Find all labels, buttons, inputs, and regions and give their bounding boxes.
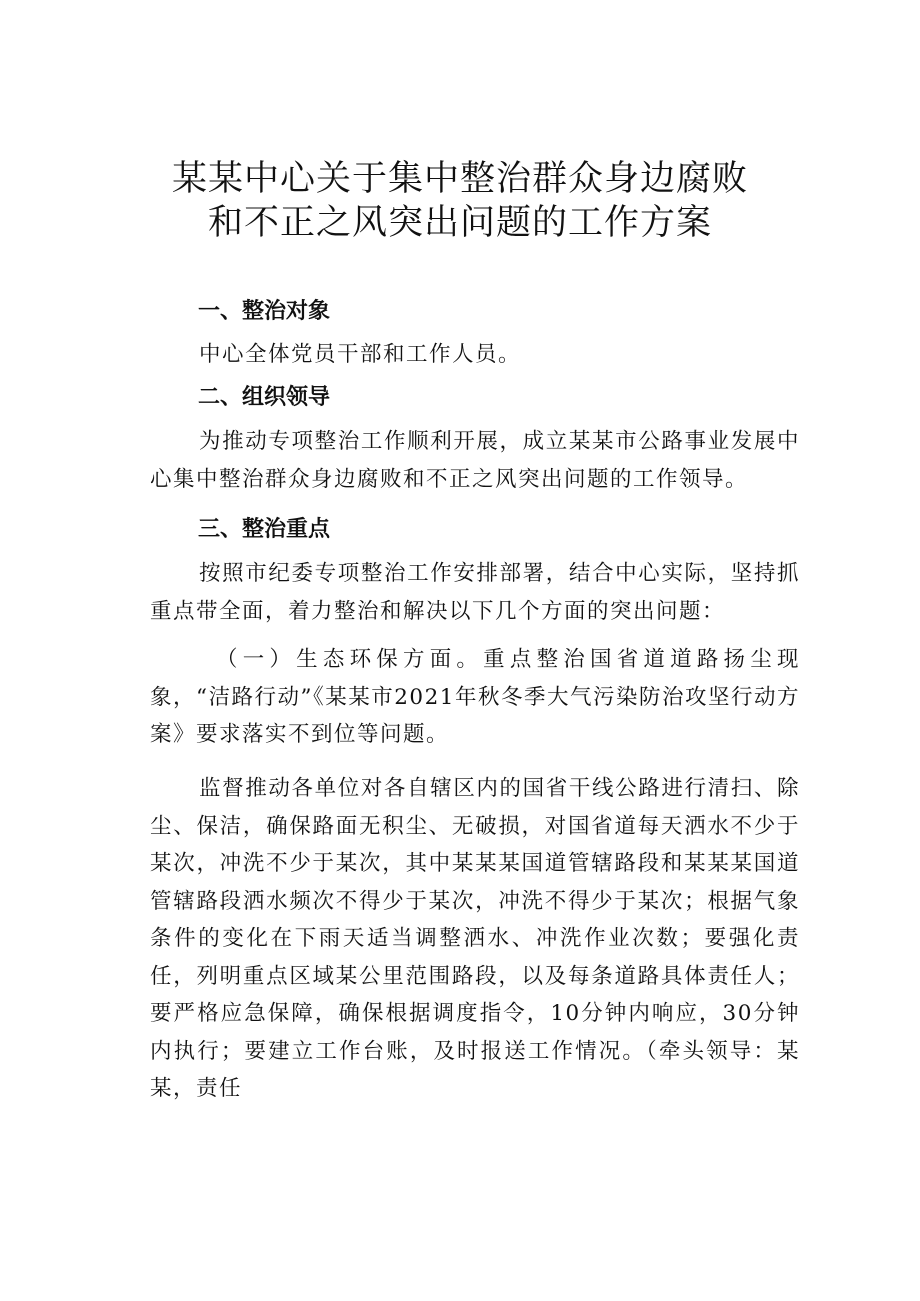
section-heading-1: 一、整治对象: [198, 299, 331, 324]
section-heading-3: 三、整治重点: [198, 517, 331, 542]
section-3-paragraph-3: 监督推动各单位对各自辖区内的国省干线公路进行清扫、除尘、保洁，确保路面无积尘、无破损，对国省道每天洒水不少于某次，冲洗不少于某次，其中某某某国道管辖路段和某某某国道管辖路段洒水频次不得少于某次，冲洗不得少于某次；根据气象条件的变化在下雨天适当调整洒水、冲洗作业次数；要强化责任，列明重点区域某公里范围路段，以及每条道路具体责任人；要严格应急保障，确保根据调度指令，10分钟内响应，30分钟内执行；要建立工作台账，及时报送工作情况。（牵头领导：某某，责任: [150, 776, 800, 1101]
section-heading-2: 二、组织领导: [198, 385, 331, 410]
section-3-paragraph-1: 按照市纪委专项整治工作安排部署，结合中心实际，坚持抓重点带全面，着力整治和解决以下几个方面的突出问题：: [150, 561, 800, 624]
section-3-paragraph-2: （一）生态环保方面。重点整治国省道道路扬尘现象，“洁路行动”《某某市2021年秋冬季大气污染防治攻坚行动方案》要求落实不到位等问题。: [150, 647, 800, 747]
section-2-paragraph-1: 为推动专项整治工作顺利开展，成立某某市公路事业发展中心集中整治群众身边腐败和不正之风突出问题的工作领导。: [150, 429, 800, 492]
document-title-line-1: 某某中心关于集中整治群众身边腐败: [171, 159, 748, 199]
section-1-paragraph-1: 中心全体党员干部和工作人员。: [199, 342, 522, 367]
document-title-line-2: 和不正之风突出问题的工作方案: [207, 203, 712, 243]
